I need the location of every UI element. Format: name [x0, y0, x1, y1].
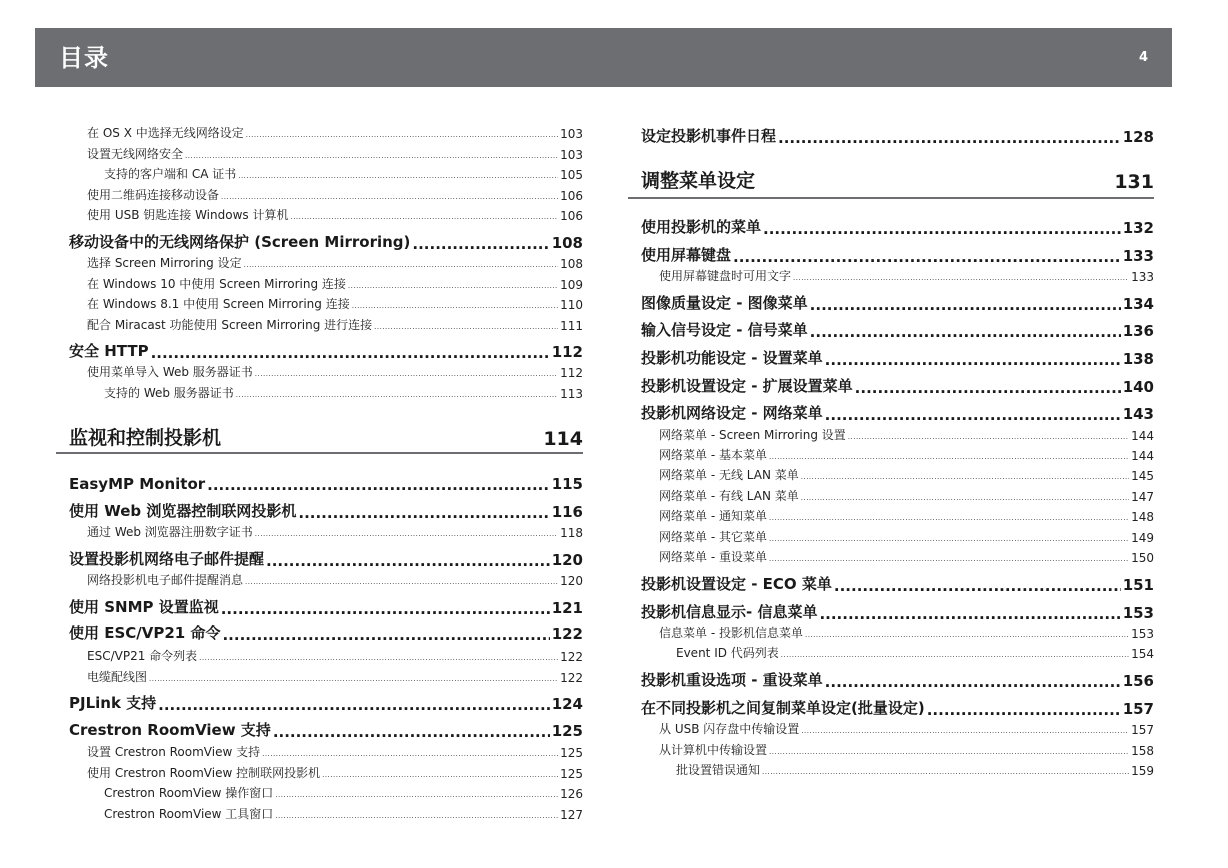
- toc-entry-label: 支持的客户端和 CA 证书: [104, 167, 237, 181]
- dot-leader: [781, 649, 1129, 661]
- toc-entry[interactable]: [659, 267, 1154, 284]
- toc-entry-page: 120: [551, 551, 583, 569]
- toc-entry-label: 使用 Web 浏览器控制联网投影机: [69, 502, 297, 520]
- toc-entry-label: 电缆配线图: [87, 670, 148, 684]
- dot-leader: [185, 150, 558, 162]
- page-number: 4: [1138, 50, 1148, 65]
- toc-entry-label: 在 Windows 10 中使用 Screen Mirroring 连接: [87, 277, 346, 291]
- toc-section-heading[interactable]: [641, 165, 1154, 193]
- dot-leader: [151, 346, 550, 361]
- dot-leader: [221, 191, 558, 203]
- toc-entry-label: EasyMP Monitor: [69, 475, 206, 493]
- toc-entry-label: 在 Windows 8.1 中使用 Screen Mirroring 连接: [87, 297, 350, 311]
- toc-entry-label: 投影机重设选项 - 重设菜单: [641, 671, 823, 689]
- toc-entry[interactable]: [104, 784, 583, 801]
- toc-entry[interactable]: [87, 254, 583, 271]
- toc-entry-label: ESC/VP21 命令列表: [87, 649, 198, 663]
- dot-leader: [238, 170, 558, 182]
- dot-leader: [244, 259, 558, 271]
- toc-entry[interactable]: [69, 230, 583, 252]
- toc-entry[interactable]: [641, 243, 1154, 265]
- toc-entry-page: 122: [551, 625, 583, 643]
- toc-entry-label: 输入信号设定 - 信号菜单: [641, 321, 808, 339]
- toc-entry-label: 设定投影机事件日程: [641, 127, 777, 145]
- dot-leader: [273, 725, 550, 740]
- toc-entry[interactable]: [69, 621, 583, 643]
- dot-leader: [825, 408, 1121, 423]
- toc-entry-label: 使用 SNMP 设置监视: [69, 598, 219, 616]
- page-title: 目录: [59, 44, 109, 72]
- toc-entry[interactable]: [87, 206, 583, 223]
- toc-entry-page: 157: [1122, 700, 1154, 718]
- toc-entry-label: 移动设备中的无线网络保护 (Screen Mirroring): [69, 233, 411, 251]
- toc-entry[interactable]: [641, 215, 1154, 237]
- toc-entry[interactable]: [87, 523, 583, 540]
- toc-entry-page: 120: [560, 574, 583, 588]
- toc-entry-page: 118: [560, 526, 583, 540]
- toc-entry-label: 使用菜单导入 Web 服务器证书: [87, 365, 253, 379]
- page-header: [35, 28, 1172, 87]
- dot-leader: [199, 652, 558, 664]
- toc-entry-label: 使用二维码连接移动设备: [87, 188, 220, 202]
- toc-entry[interactable]: [87, 764, 583, 781]
- dot-leader: [322, 769, 558, 781]
- toc-entry-label: 投影机设置设定 - ECO 菜单: [641, 575, 832, 593]
- toc-entry-page: 124: [551, 695, 583, 713]
- toc-entry-label: 网络菜单 - 基本菜单: [659, 448, 767, 462]
- toc-entry-label: 网络菜单 - 通知菜单: [659, 509, 767, 523]
- toc-entry[interactable]: [641, 600, 1154, 622]
- toc-entry-label: 图像质量设定 - 图像菜单: [641, 294, 808, 312]
- toc-entry-label: 批设置错误通知: [676, 763, 761, 777]
- toc-entry-page: 114: [543, 428, 583, 450]
- toc-entry-label: 在 OS X 中选择无线网络设定: [87, 126, 244, 140]
- dot-leader: [266, 554, 550, 569]
- toc-entry-page: 128: [1122, 128, 1154, 146]
- toc-entry[interactable]: [641, 696, 1154, 718]
- toc-entry-page: 121: [551, 599, 583, 617]
- toc-entry-page: 133: [1131, 270, 1154, 284]
- dot-leader: [825, 353, 1121, 368]
- dot-leader: [262, 748, 558, 760]
- toc-entry-page: 122: [560, 671, 583, 685]
- toc-entry-page: 112: [560, 366, 583, 380]
- toc-entry-label: 网络菜单 - Screen Mirroring 设置: [659, 428, 846, 442]
- toc-entry[interactable]: [641, 401, 1154, 423]
- toc-entry-page: 151: [1122, 576, 1154, 594]
- section-divider: [56, 452, 583, 454]
- dot-leader: [255, 368, 558, 380]
- toc-entry-page: 147: [1131, 490, 1154, 504]
- toc-entry[interactable]: [87, 295, 583, 312]
- toc-entry-label: 网络投影机电子邮件提醒消息: [87, 573, 244, 587]
- dot-leader: [352, 300, 558, 312]
- toc-entry-label: 支持的 Web 服务器证书: [104, 386, 234, 400]
- toc-entry-label: 投影机信息显示- 信息菜单: [641, 603, 818, 621]
- toc-entry-label: PJLink 支持: [69, 694, 157, 712]
- toc-entry-label: 使用屏幕键盘时可用文字: [659, 269, 792, 283]
- toc-entry-label: 使用 ESC/VP21 命令: [69, 624, 221, 642]
- toc-entry[interactable]: [104, 805, 583, 822]
- dot-leader: [763, 222, 1121, 237]
- toc-entry-page: 145: [1131, 469, 1154, 483]
- toc-entry[interactable]: [69, 471, 583, 493]
- toc-entry-label: Crestron RoomView 工具窗口: [104, 807, 274, 821]
- toc-entry[interactable]: [87, 571, 583, 588]
- toc-entry-page: 125: [551, 722, 583, 740]
- toc-entry[interactable]: [87, 363, 583, 380]
- toc-entry-label: 投影机网络设定 - 网络菜单: [641, 404, 823, 422]
- dot-leader: [778, 131, 1121, 146]
- toc-entry[interactable]: [104, 384, 583, 401]
- toc-entry-label: 选择 Screen Mirroring 设定: [87, 256, 242, 270]
- toc-entry[interactable]: [641, 291, 1154, 313]
- dot-leader: [825, 675, 1121, 690]
- toc-entry-page: 149: [1131, 531, 1154, 545]
- toc-entry-page: 125: [560, 746, 583, 760]
- dot-leader: [801, 492, 1129, 504]
- toc-entry[interactable]: [659, 720, 1154, 737]
- toc-entry-page: 143: [1122, 405, 1154, 423]
- toc-entry-label: Crestron RoomView 操作窗口: [104, 786, 274, 800]
- toc-entry[interactable]: [659, 741, 1154, 758]
- toc-entry-page: 125: [560, 767, 583, 781]
- toc-entry-page: 148: [1131, 510, 1154, 524]
- toc-entry-page: 108: [551, 234, 583, 252]
- dot-leader: [810, 298, 1121, 313]
- toc-entry[interactable]: [641, 124, 1154, 146]
- toc-entry-page: 103: [560, 127, 583, 141]
- toc-entry[interactable]: [676, 761, 1154, 778]
- toc-entry-label: 从 USB 闪存盘中传输设置: [659, 722, 800, 736]
- dot-leader: [245, 576, 558, 588]
- toc-entry-label: 网络菜单 - 无线 LAN 菜单: [659, 468, 799, 482]
- toc-entry[interactable]: [87, 647, 583, 664]
- dot-leader: [158, 698, 550, 713]
- toc-entry[interactable]: [641, 346, 1154, 368]
- toc-entry-page: 156: [1122, 672, 1154, 690]
- toc-entry[interactable]: [104, 165, 583, 182]
- toc-entry[interactable]: [69, 547, 583, 569]
- dot-leader: [246, 129, 558, 141]
- toc-entry-label: 设置投影机网络电子邮件提醒: [69, 550, 265, 568]
- dot-leader: [222, 628, 549, 643]
- toc-entry[interactable]: [87, 145, 583, 162]
- toc-entry-page: 140: [1122, 378, 1154, 396]
- toc-entry-page: 133: [1122, 247, 1154, 265]
- dot-leader: [793, 272, 1129, 284]
- toc-entry-label: 在不同投影机之间复制菜单设定(批量设定): [641, 699, 925, 717]
- toc-entry-page: 122: [560, 650, 583, 664]
- toc-entry-page: 106: [560, 189, 583, 203]
- dot-leader: [927, 703, 1121, 718]
- toc-entry[interactable]: [87, 668, 583, 685]
- toc-entry[interactable]: [69, 595, 583, 617]
- dot-leader: [834, 579, 1121, 594]
- toc-entry-page: 159: [1131, 764, 1154, 778]
- dot-leader: [412, 237, 549, 252]
- dot-leader: [769, 451, 1129, 463]
- toc-entry-label: 监视和控制投影机: [69, 427, 222, 449]
- toc-entry[interactable]: [87, 316, 583, 333]
- dot-leader: [762, 766, 1129, 778]
- toc-entry-label: 使用投影机的菜单: [641, 218, 762, 236]
- toc-entry-page: 115: [551, 475, 583, 493]
- toc-entry[interactable]: [659, 426, 1154, 443]
- dot-leader: [769, 533, 1129, 545]
- toc-entry-page: 144: [1131, 449, 1154, 463]
- dot-leader: [819, 607, 1120, 622]
- dot-leader: [207, 478, 550, 493]
- dot-leader: [769, 512, 1129, 524]
- toc-entry-label: Crestron RoomView 支持: [69, 721, 271, 739]
- dot-leader: [290, 211, 558, 223]
- toc-entry-page: 112: [551, 343, 583, 361]
- toc-entry[interactable]: [659, 624, 1154, 641]
- toc-entry-label: 投影机功能设定 - 设置菜单: [641, 349, 823, 367]
- toc-entry[interactable]: [87, 124, 583, 141]
- toc-entry-page: 132: [1122, 219, 1154, 237]
- toc-entry[interactable]: [659, 528, 1154, 545]
- toc-entry-page: 134: [1122, 295, 1154, 313]
- dot-leader: [769, 746, 1129, 758]
- toc-entry-page: 106: [560, 209, 583, 223]
- toc-entry[interactable]: [659, 487, 1154, 504]
- toc-entry-page: 150: [1131, 551, 1154, 565]
- dot-leader: [255, 528, 558, 540]
- toc-entry[interactable]: [69, 339, 583, 361]
- toc-entry[interactable]: [659, 446, 1154, 463]
- toc-entry-label: Event ID 代码列表: [676, 646, 779, 660]
- toc-entry-page: 157: [1131, 723, 1154, 737]
- toc-entry-page: 105: [560, 168, 583, 182]
- toc-entry-label: 设置无线网络安全: [87, 147, 184, 161]
- toc-entry-label: 信息菜单 - 投影机信息菜单: [659, 626, 803, 640]
- toc-entry-page: 144: [1131, 429, 1154, 443]
- toc-entry-label: 网络菜单 - 重设菜单: [659, 550, 767, 564]
- toc-entry[interactable]: [641, 374, 1154, 396]
- toc-entry-page: 103: [560, 148, 583, 162]
- toc-entry-page: 111: [560, 319, 583, 333]
- toc-entry-page: 116: [551, 503, 583, 521]
- toc-entry-label: 安全 HTTP: [69, 342, 149, 360]
- toc-entry-label: 投影机设置设定 - 扩展设置菜单: [641, 377, 853, 395]
- dot-leader: [805, 629, 1129, 641]
- dot-leader: [848, 431, 1129, 443]
- toc-entry-label: 设置 Crestron RoomView 支持: [87, 745, 261, 759]
- toc-entry-label: 使用屏幕键盘: [641, 246, 732, 264]
- toc-entry-page: 138: [1122, 350, 1154, 368]
- toc-entry[interactable]: [87, 743, 583, 760]
- toc-entry[interactable]: [641, 318, 1154, 340]
- section-divider: [628, 197, 1154, 199]
- toc-entry-page: 109: [560, 278, 583, 292]
- toc-entry[interactable]: [69, 718, 583, 740]
- toc-entry-page: 126: [560, 787, 583, 801]
- toc-entry-label: 调整菜单设定: [641, 170, 756, 192]
- toc-entry[interactable]: [676, 644, 1154, 661]
- toc-entry-label: 网络菜单 - 有线 LAN 菜单: [659, 489, 799, 503]
- toc-entry-label: 使用 USB 钥匙连接 Windows 计算机: [87, 208, 289, 222]
- dot-leader: [810, 325, 1121, 340]
- toc-entry-label: 从计算机中传输设置: [659, 743, 768, 757]
- toc-entry-label: 使用 Crestron RoomView 控制联网投影机: [87, 766, 321, 780]
- dot-leader: [801, 725, 1129, 737]
- toc-entry[interactable]: [641, 668, 1154, 690]
- dot-leader: [236, 389, 558, 401]
- dot-leader: [275, 789, 558, 801]
- toc-entry[interactable]: [69, 499, 583, 521]
- toc-entry-page: 110: [560, 298, 583, 312]
- toc-entry[interactable]: [87, 275, 583, 292]
- toc-entry-page: 153: [1122, 604, 1154, 622]
- dot-leader: [801, 471, 1129, 483]
- toc-entry-page: 153: [1131, 627, 1154, 641]
- dot-leader: [374, 321, 558, 333]
- dot-leader: [298, 506, 549, 521]
- dot-leader: [221, 602, 550, 617]
- toc-entry-page: 136: [1122, 322, 1154, 340]
- toc-entry[interactable]: [69, 691, 583, 713]
- toc-entry-page: 108: [560, 257, 583, 271]
- toc-section-heading[interactable]: [69, 422, 583, 450]
- toc-entry-label: 配合 Miracast 功能使用 Screen Mirroring 进行连接: [87, 318, 373, 332]
- toc-entry[interactable]: [659, 507, 1154, 524]
- toc-entry-label: 网络菜单 - 其它菜单: [659, 530, 767, 544]
- toc-entry[interactable]: [87, 186, 583, 203]
- toc-entry[interactable]: [659, 466, 1154, 483]
- toc-entry-page: 154: [1131, 647, 1154, 661]
- toc-entry[interactable]: [641, 572, 1154, 594]
- dot-leader: [348, 280, 558, 292]
- dot-leader: [769, 553, 1129, 565]
- toc-entry-page: 131: [1114, 171, 1154, 193]
- toc-entry-page: 113: [560, 387, 583, 401]
- dot-leader: [733, 250, 1121, 265]
- toc-entry[interactable]: [659, 548, 1154, 565]
- dot-leader: [855, 381, 1121, 396]
- dot-leader: [149, 673, 558, 685]
- toc-entry-page: 127: [560, 808, 583, 822]
- toc-entry-label: 通过 Web 浏览器注册数字证书: [87, 525, 253, 539]
- toc-entry-page: 158: [1131, 744, 1154, 758]
- dot-leader: [275, 810, 558, 822]
